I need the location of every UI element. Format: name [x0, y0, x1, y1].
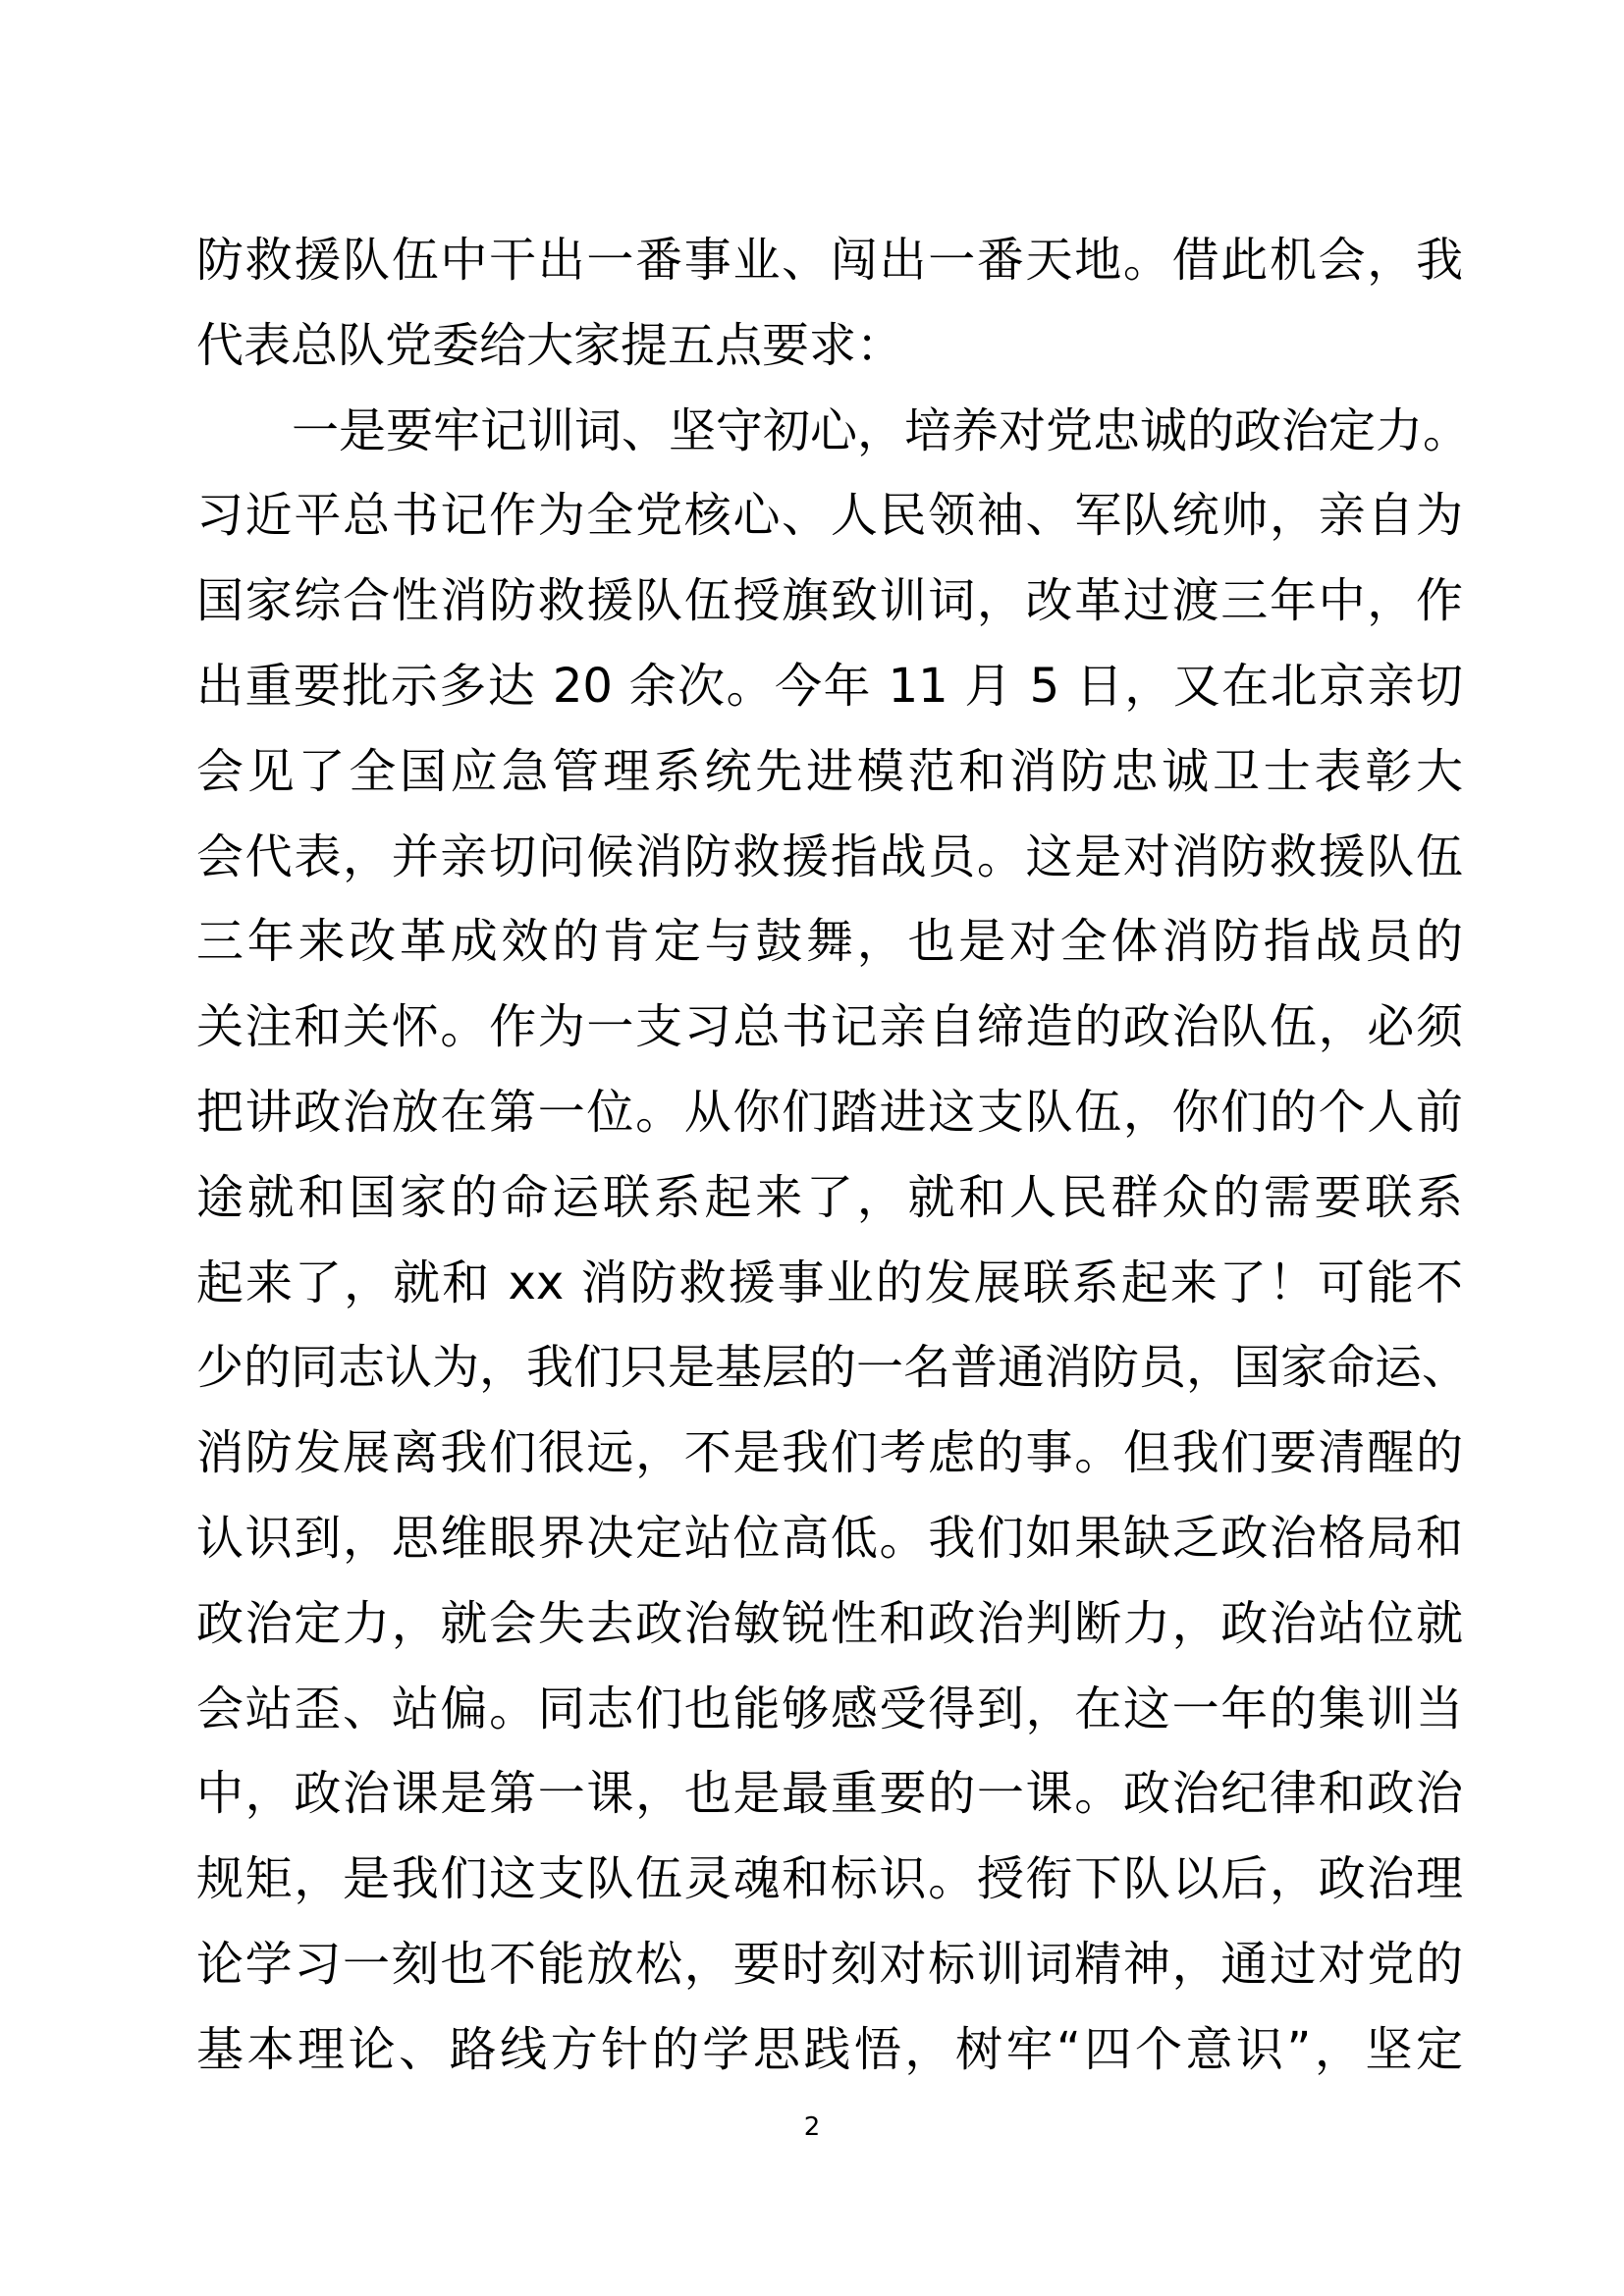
- text-line: 途就和国家的命运联系起来了，就和人民群众的需要联系: [196, 1169, 1463, 1225]
- text-line: 三年来改革成效的肯定与鼓舞，也是对全体消防指战员的: [196, 914, 1463, 970]
- text-line: 政治定力，就会失去政治敏锐性和政治判断力，政治站位就: [196, 1595, 1463, 1651]
- text-line: 会见了全国应急管理系统先进模范和消防忠诚卫士表彰大: [196, 743, 1463, 799]
- text-line: 国家综合性消防救援队伍授旗致训词，改革过渡三年中，作: [196, 573, 1463, 629]
- text-line: 规矩，是我们这支队伍灵魂和标识。授衔下队以后，政治理: [196, 1851, 1463, 1907]
- body-text: [196, 218, 1471, 2093]
- text-line: 习近平总书记作为全党核心、人民领袖、军队统帅，亲自为: [196, 488, 1463, 544]
- text-line: 会代表，并亲切问候消防救援指战员。这是对消防救援队伍: [196, 828, 1463, 884]
- text-line: 基本理论、路线方针的学思践悟，树牢“四个意识”，坚定: [196, 2021, 1463, 2077]
- text-line: 出重要批示多达 20 余次。今年 11 月 5 日，又在北京亲切: [196, 658, 1463, 714]
- text-line: 代表总队党委给大家提五点要求：: [196, 317, 904, 373]
- text-line: 论学习一刻也不能放松，要时刻对标训词精神，通过对党的: [196, 1936, 1463, 1992]
- text-line: 把讲政治放在第一位。从你们踏进这支队伍，你们的个人前: [196, 1084, 1463, 1140]
- text-line: 会站歪、站偏。同志们也能够感受得到，在这一年的集训当: [196, 1681, 1463, 1736]
- text-line: 少的同志认为，我们只是基层的一名普通消防员，国家命运、: [196, 1340, 1470, 1396]
- text-line: 中，政治课是第一课，也是最重要的一课。政治纪律和政治: [196, 1766, 1463, 1822]
- text-line: 关注和关怀。作为一支习总书记亲自缔造的政治队伍，必须: [196, 999, 1463, 1055]
- page-number: 2: [803, 2112, 821, 2142]
- text-line: 认识到，思维眼界决定站位高低。我们如果缺乏政治格局和: [196, 1510, 1463, 1566]
- paragraph-first-line: 一是要牢记训词、坚守初心，培养对党忠诚的政治定力。: [292, 402, 1471, 458]
- text-line: 防救援队伍中干出一番事业、闯出一番天地。借此机会，我: [196, 233, 1463, 288]
- text-line: 消防发展离我们很远，不是我们考虑的事。但我们要清醒的: [196, 1425, 1463, 1481]
- text-line: 起来了，就和 xx 消防救援事业的发展联系起来了！可能不: [196, 1255, 1463, 1310]
